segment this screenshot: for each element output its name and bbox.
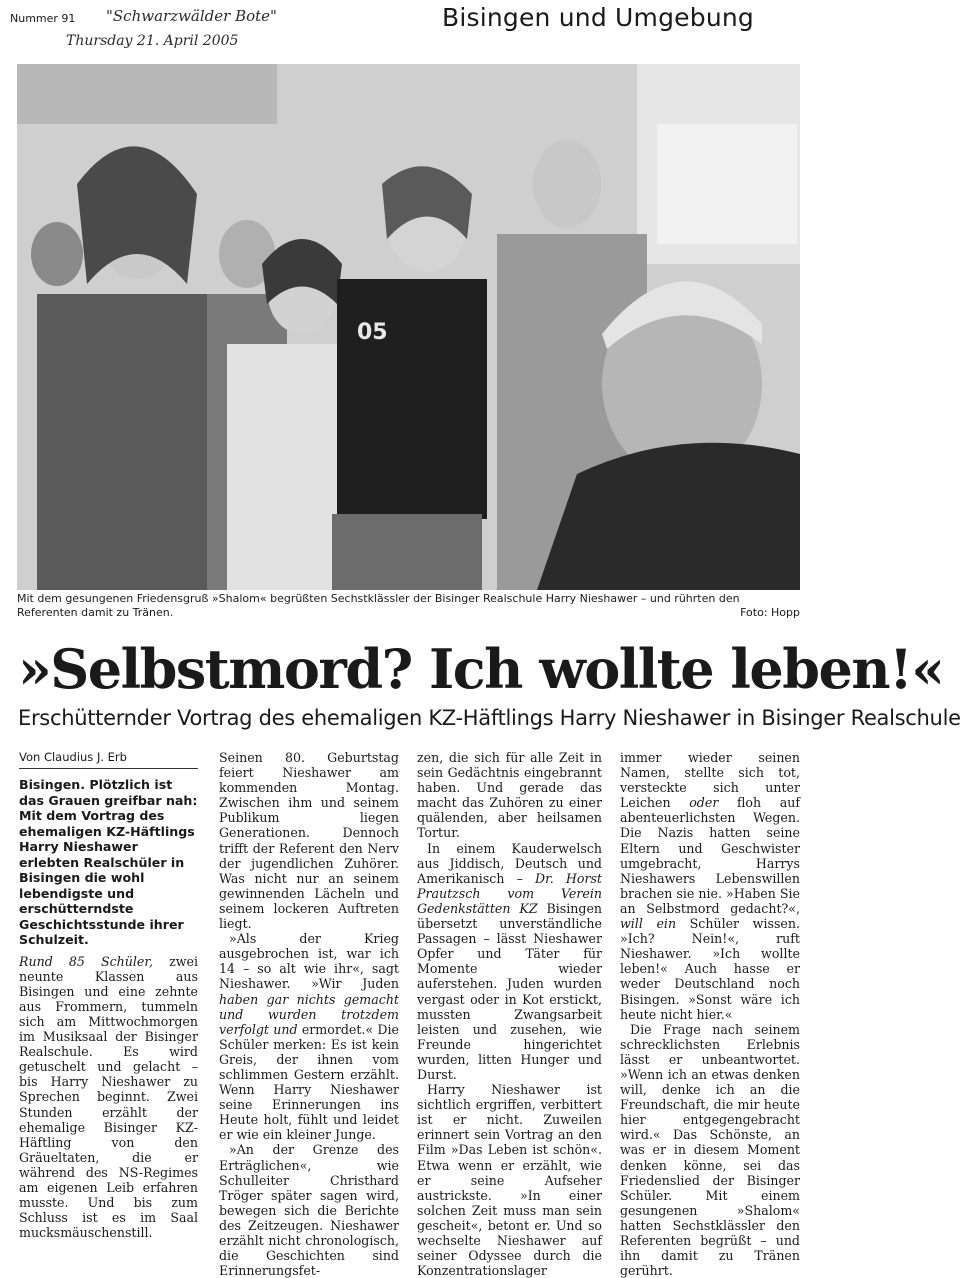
photo-caption: Mit dem gesungenen Friedensgruß »Shalom« begrüßten Sechstklässler der Bisinger Realschule Harry Nieshawer – und rührten den Referenten damit zu Tränen. — [17, 592, 740, 619]
paragraph-emphasis: haben gar nichts gemacht und wurden trotzdem verfolgt und — [219, 991, 399, 1037]
news-photo — [17, 64, 800, 590]
paragraph-text: floh auf abenteuerlichsten Wegen. Die Nazis hatten seine Eltern und Geschwister umgebracht, Harrys Nieshawers Lebenswillen brachen sie nie. »Haben Sie an Selbstmord gedacht?«, — [620, 795, 800, 916]
handwritten-paper-name: "Schwarzwälder Bote" — [106, 7, 277, 25]
article-column-3 — [417, 750, 602, 1278]
article-paragraph: »An der Grenze des Erträglichen«, wie Schulleiter Christhard Tröger später sagen wird, bewegen sich die Berichte des Zeitzeugen. Nieshawer erzählt nicht chronologisch, die Geschichten sind Erinnerungsfet- — [219, 1142, 399, 1278]
issue-number: Nummer 91 — [10, 12, 76, 25]
article-column-1 — [19, 750, 198, 1240]
paragraph-emphasis: will ein — [620, 916, 677, 932]
paragraph-text: ermordet.« Die Schüler merken: Es ist kein Greis, der ihnen vom schlimmen Gestern erzählt. Wenn Harry Nieshawer seine Erinnerungen ins Heute holt, fühlt und leidet er wie ein kleiner Junge. — [219, 1021, 399, 1143]
paragraph-text: »Als der Krieg ausgebrochen ist, war ich 14 – so alt wie ihr«, sagt Nieshawer. »Wir Juden — [219, 931, 399, 992]
byline: Von Claudius J. Erb — [19, 750, 198, 769]
article-paragraph: zen, die sich für alle Zeit in sein Gedächtnis eingebrannt haben. Und gerade das macht das Zuhören zu einer quälenden, aber heilsamen Tortur. — [417, 750, 602, 841]
paragraph-emphasis: Dr. Horst Prautzsch vom Verein Gedenkstätten KZ — [417, 870, 602, 916]
paragraph-lead-in: Rund 85 Schüler, — [19, 953, 153, 969]
article-paragraph: Die Frage nach seinem schrecklichsten Erlebnis lässt er unbeantwortet. »Wenn ich an etwas denken will, denke ich an die Freundschaft, die mir heute hier entgegengebracht wird.« Das Schönste, an was er in diesem Moment denken könne, sei das Friedenslied der Bisinger Schüler. Mit einem gesungenen »Shalom« hatten Sechstklässler den Referenten begrüßt – und ihn damit zu Tränen gerührt. — [620, 1021, 800, 1278]
lead-paragraph: Bisingen. Plötzlich ist das Grauen greifbar nah: Mit dem Vortrag des ehemaligen KZ-Häftlings Harry Nieshawer erlebten Realschüler in Bisingen die wohl lebendigste und erschütterndste Geschichtsstunde ihrer Schulzeit. — [19, 777, 198, 948]
photo-illustration — [17, 64, 800, 590]
article-paragraph — [417, 841, 602, 1083]
paragraph-text: immer wieder seinen Namen, stellte sich tot, versteckte sich unter Leichen — [620, 750, 800, 811]
paragraph-text: Schüler wissen. »Ich? Nein!«, ruft Nieshawer. »Ich wollte leben!« Auch hasse er weder Deutschland noch Bisingen. »Sonst wäre ich heute nicht hier.« — [620, 916, 800, 1022]
article-column-4 — [620, 750, 800, 1278]
paragraph-text: Bisingen übersetzt unverständliche Passagen – lässt Nieshawer Opfer und Täter für Momente wieder auferstehen. Juden wurden vergast oder in Kot erstickt, mussten Zwangsarbeit leisten und zusehen, wie Freunde hingerichtet wurden, litten Hunger und Durst. — [417, 900, 603, 1082]
article-paragraph: Harry Nieshawer ist sichtlich ergriffen, verbittert ist er nicht. Zuweilen erinnert sein Vortrag an den Film »Das Leben ist schön«. Etwa wenn er erzählt, wie er seine Aufseher austrickste. »In einer solchen Zeit muss man sein gescheit«, betont er. Und so wechselte Nieshawer auf seiner Odyssee durch die Konzentrationslager — [417, 1082, 602, 1278]
article-paragraph: Seinen 80. Geburtstag feiert Nieshawer am kommenden Montag. Zwischen ihm und seinem Publikum liegen Generationen. Dennoch trifft der Referent den Nerv der jugendlichen Zuhörer. Was nicht nur an seinem gewinnenden Lächeln und seinem lockeren Auftreten liegt. — [219, 750, 399, 932]
paragraph-text: zwei neunte Klassen aus Bisingen und eine zehnte aus Frommern, tummeln sich am Mittwochmorgen im Musiksaal der Bisinger Realschule. Es wird getuschelt und gelacht – bis Harry Nieshawer zu Sprechen beginnt. Zwei Stunden erzählt der ehemalige Bisinger KZ-Häftling von den Gräueltaten, die er während des NS-Regimes am eigenen Leib erfahren musste. Und bis zum Schluss ist es im Saal mucksmäuschenstill. — [19, 953, 198, 1241]
article-paragraph — [19, 954, 198, 1241]
headline: »Selbstmord? Ich wollte leben!« — [18, 637, 944, 701]
shirt-print: 05 — [357, 320, 388, 345]
photo-credit: Foto: Hopp — [740, 606, 800, 619]
article-paragraph — [219, 931, 399, 1142]
section-title: Bisingen und Umgebung — [442, 3, 754, 32]
article-column-2 — [219, 750, 399, 1278]
paragraph-text: In einem Kauderwelsch aus Jiddisch, Deutsch und Amerikanisch – — [417, 840, 602, 886]
subheadline: Erschütternder Vortrag des ehemaligen KZ-Häftlings Harry Nieshawer in Bisinger Realschule — [18, 706, 961, 730]
article-paragraph — [620, 750, 800, 1022]
handwritten-date: Thursday 21. April 2005 — [66, 33, 239, 49]
paragraph-emphasis: oder — [689, 795, 719, 811]
